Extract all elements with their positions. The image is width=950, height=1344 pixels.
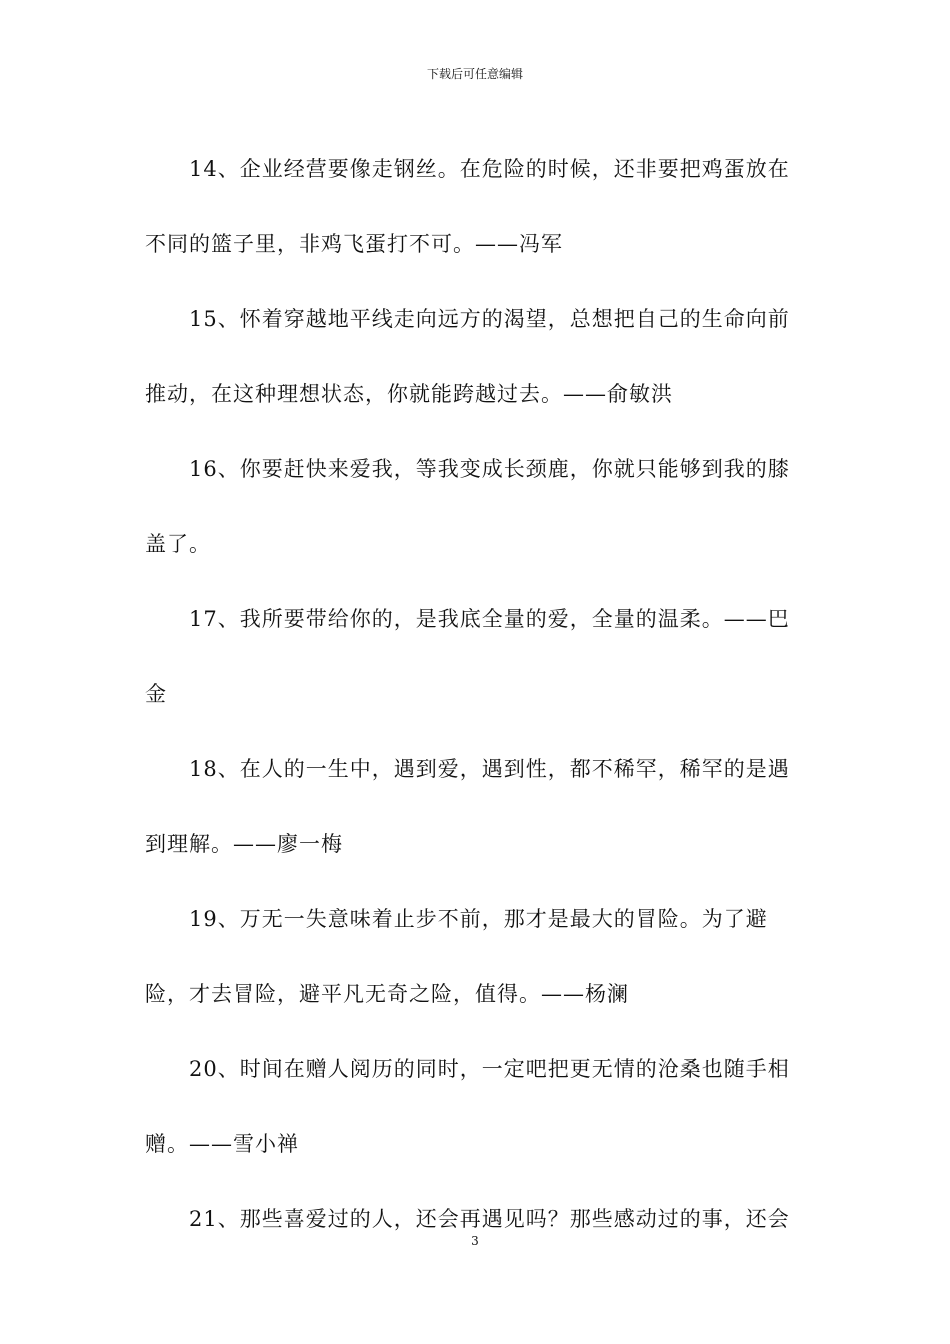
document-body — [145, 132, 810, 1257]
quote-paragraph-20: 20、时间在赠人阅历的同时，一定吧把更无情的沧桑也随手相赠。——雪小禅 — [145, 1057, 790, 1156]
quote-paragraph-17: 17、我所要带给你的，是我底全量的爱，全量的温柔。——巴金 — [145, 607, 790, 706]
quote-paragraph-15: 15、怀着穿越地平线走向远方的渴望，总想把自己的生命向前推动，在这种理想状态，你就能跨越过去。——俞敏洪 — [145, 307, 790, 406]
page-header: 下载后可任意编辑 — [426, 67, 523, 81]
quote-paragraph-14: 14、企业经营要像走钢丝。在危险的时候，还非要把鸡蛋放在不同的篮子里，非鸡飞蛋打不可。——冯军 — [145, 157, 790, 256]
quote-paragraph-21: 21、那些喜爱过的人，还会再遇见吗？那些感动过的事，还会 — [189, 1207, 790, 1231]
page-number: 3 — [471, 1234, 479, 1248]
quote-paragraph-18: 18、在人的一生中，遇到爱，遇到性，都不稀罕，稀罕的是遇到理解。——廖一梅 — [145, 757, 790, 856]
quote-paragraph-16: 16、你要赶快来爱我，等我变成长颈鹿，你就只能够到我的膝盖了。 — [145, 457, 790, 556]
quote-paragraph-19: 19、万无一失意味着止步不前，那才是最大的冒险。为了避险，才去冒险，避平凡无奇之险，值得。——杨澜 — [145, 907, 768, 1006]
